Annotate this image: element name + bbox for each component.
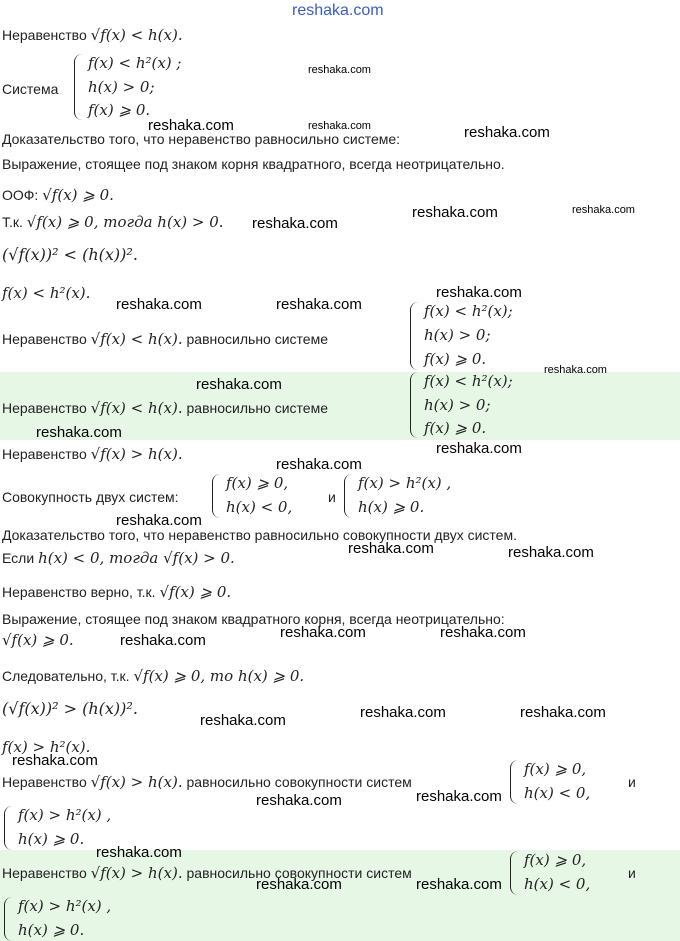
sys8-row-2: h(x) < 0,: [524, 875, 591, 893]
statement-2: [2, 445, 183, 463]
sys1-row-3: f(x) ⩾ 0.: [88, 101, 151, 119]
system-label: [2, 80, 58, 98]
equiv-line-1: [2, 330, 328, 348]
label-ineq: Неравенство: [2, 27, 87, 43]
brace-icon: [510, 851, 520, 895]
proof-2: Доказательство того, что неравенство равносильно совокупности двух систем.: [2, 527, 517, 543]
result-line-2: [2, 864, 412, 882]
sys2-row-2: h(x) > 0;: [424, 326, 491, 344]
label-ineq: Неравенство: [2, 865, 87, 881]
watermark: reshaka.com: [276, 456, 362, 473]
label-equiv-sys: равносильно системе: [186, 331, 329, 347]
watermark: reshaka.com: [196, 376, 282, 393]
math-hence: √f(x) ⩾ 0, то h(x) ⩾ 0.: [133, 667, 305, 685]
sys3-row-2: h(x) > 0;: [424, 396, 491, 414]
sys3-row-1: f(x) < h²(x);: [424, 372, 513, 390]
site-logo-link[interactable]: reshaka.com: [292, 2, 384, 19]
watermark: reshaka.com: [200, 712, 286, 729]
label-hence: Следовательно, т.к.: [2, 668, 130, 684]
watermark: reshaka.com: [436, 440, 522, 457]
watermark: reshaka.com: [308, 64, 371, 76]
brace-icon: [212, 474, 222, 518]
and-2: и: [628, 774, 636, 790]
watermark: reshaka.com: [544, 364, 607, 376]
math-ineq-less: √f(x) < h(x).: [90, 399, 183, 417]
watermark: reshaka.com: [96, 844, 182, 861]
math-ineq-less: √f(x) < h(x).: [90, 330, 183, 348]
system-8: [510, 851, 630, 895]
math-tk: √f(x) ⩾ 0, тогда h(x) > 0.: [26, 213, 224, 231]
label-ineq: Неравенство: [2, 774, 87, 790]
label-union: Совокупность двух систем:: [2, 489, 179, 505]
brace-icon: [4, 897, 14, 941]
math-ineq-greater: √f(x) > h(x).: [90, 773, 183, 791]
watermark: reshaka.com: [276, 296, 362, 313]
system-5: [344, 474, 504, 518]
watermark: reshaka.com: [416, 876, 502, 893]
sys9-row-2: h(x) ⩾ 0.: [18, 921, 85, 939]
label-ineq: Неравенство: [2, 400, 87, 416]
system-3: [410, 372, 580, 438]
result-line-1: [2, 399, 328, 417]
watermark: reshaka.com: [120, 632, 206, 649]
brace-icon: [510, 760, 520, 804]
system-1: [74, 54, 244, 120]
math-sq-greater: (√f(x))² > (h(x))².: [2, 699, 138, 718]
sys2-row-3: f(x) ⩾ 0.: [424, 350, 487, 368]
sys4-row-2: h(x) < 0,: [226, 498, 293, 516]
and-3: и: [628, 865, 636, 881]
system-4: [212, 474, 332, 518]
brace-icon: [344, 474, 354, 518]
system-6: [510, 760, 630, 804]
math-ineq-less: √f(x) < h(x).: [90, 26, 183, 44]
expr-nonneg-2: Выражение, стоящее под знаком квадратного корня, всегда неотрицательно:: [2, 611, 505, 627]
watermark: reshaka.com: [308, 120, 371, 132]
expr-nonneg: Выражение, стоящее под знаком корня квадратного, всегда неотрицательно.: [2, 156, 505, 172]
brace-icon: [4, 806, 14, 850]
watermark: reshaka.com: [520, 704, 606, 721]
true-line: [2, 583, 231, 601]
watermark: reshaka.com: [416, 788, 502, 805]
sys7-row-2: h(x) ⩾ 0.: [18, 830, 85, 848]
label-if: Если: [2, 550, 35, 566]
watermark: reshaka.com: [436, 284, 522, 301]
math-true: √f(x) ⩾ 0.: [159, 583, 232, 601]
math-sqrt-ge: √f(x) ⩾ 0.: [2, 631, 74, 649]
math-ineq-greater: √f(x) > h(x).: [90, 445, 183, 463]
sys1-row-1: f(x) < h²(x) ;: [88, 54, 182, 72]
watermark: reshaka.com: [508, 544, 594, 561]
watermark: reshaka.com: [116, 512, 202, 529]
sys8-row-1: f(x) ⩾ 0,: [524, 851, 587, 869]
label-tk: Т.к.: [2, 214, 23, 230]
sys4-row-1: f(x) ⩾ 0,: [226, 474, 289, 492]
sys5-row-2: h(x) ⩾ 0.: [358, 498, 425, 516]
equiv-union-line-1: [2, 773, 412, 791]
system-9: [4, 897, 164, 941]
math-f-less: f(x) < h²(x).: [2, 284, 91, 302]
math-f-greater: f(x) > h²(x).: [2, 738, 91, 756]
sys6-row-2: h(x) < 0,: [524, 784, 591, 802]
watermark: reshaka.com: [12, 752, 98, 769]
statement-1: [2, 26, 183, 44]
watermark: reshaka.com: [464, 124, 550, 141]
sys9-row-1: f(x) > h²(x) ,: [18, 897, 112, 915]
math-if: h(x) < 0, тогда √f(x) > 0.: [38, 549, 235, 567]
system-2: [410, 302, 580, 370]
label-odz: ООФ:: [2, 187, 39, 203]
hence-line: [2, 667, 304, 685]
watermark: reshaka.com: [116, 296, 202, 313]
watermark: reshaka.com: [256, 876, 342, 893]
label-equiv-union: равносильно совокупности систем: [186, 865, 412, 881]
and-1: и: [328, 489, 336, 505]
sys1-row-2: h(x) > 0;: [88, 78, 155, 96]
watermark: reshaka.com: [36, 424, 122, 441]
tk-line: [2, 213, 224, 231]
proof-1: Доказательство того, что неравенство равносильно системе:: [2, 131, 401, 147]
union-line: [2, 488, 179, 506]
watermark: reshaka.com: [148, 117, 234, 134]
watermark: reshaka.com: [348, 540, 434, 557]
label-true: Неравенство верно, т.к.: [2, 584, 156, 600]
watermark: reshaka.com: [252, 215, 338, 232]
math-odz: √f(x) ⩾ 0.: [42, 186, 114, 204]
label-ineq: Неравенство: [2, 331, 87, 347]
sys5-row-1: f(x) > h²(x) ,: [358, 474, 452, 492]
brace-icon: [410, 302, 420, 370]
watermark: reshaka.com: [280, 624, 366, 641]
if-line: [2, 549, 235, 567]
brace-icon: [74, 54, 84, 120]
odz-line: [2, 186, 114, 204]
watermark: reshaka.com: [572, 204, 635, 216]
label-equiv-union: равносильно совокупности систем: [186, 774, 412, 790]
watermark: reshaka.com: [412, 204, 498, 221]
watermark: reshaka.com: [256, 792, 342, 809]
brace-icon: [410, 372, 420, 438]
sys7-row-1: f(x) > h²(x) ,: [18, 806, 112, 824]
label-equiv-sys: равносильно системе: [186, 400, 329, 416]
label-ineq: Неравенство: [2, 446, 87, 462]
watermark: reshaka.com: [440, 624, 526, 641]
math-sq-less: (√f(x))² < (h(x))².: [2, 245, 138, 264]
watermark: reshaka.com: [360, 704, 446, 721]
sys2-row-1: f(x) < h²(x);: [424, 302, 513, 320]
math-ineq-greater: √f(x) > h(x).: [90, 864, 183, 882]
label-system: Система: [2, 81, 59, 97]
sys6-row-1: f(x) ⩾ 0,: [524, 760, 587, 778]
sys3-row-3: f(x) ⩾ 0.: [424, 419, 487, 437]
